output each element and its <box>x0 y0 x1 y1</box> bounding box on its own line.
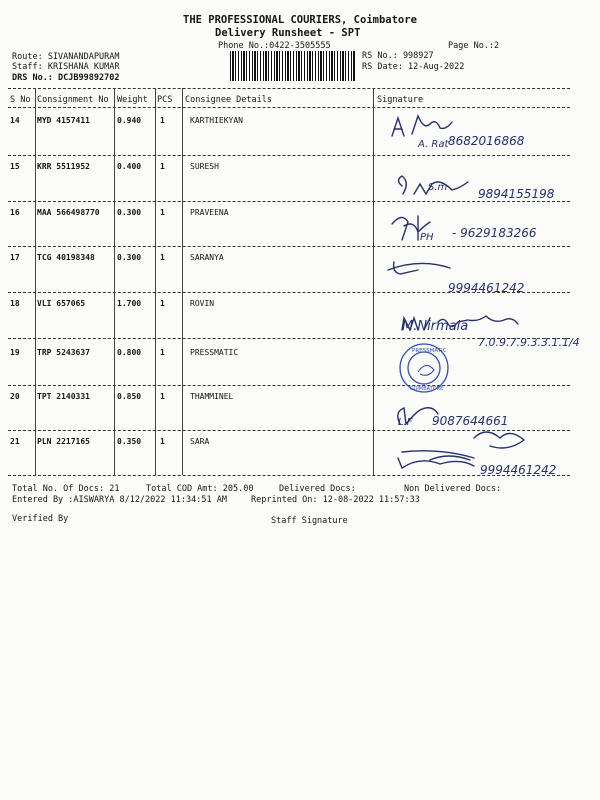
column-header-signature: Signature <box>377 95 424 105</box>
total-cod: Total COD Amt: 205.00 <box>146 484 254 494</box>
stamp-text-top: PRESSMATIC <box>412 348 447 354</box>
row-sno: 21 <box>10 437 20 446</box>
signature-phone: 7.0.9.7.9.3.3.1.1/4 <box>478 336 580 349</box>
row-consignment: KRR 5511952 <box>37 162 90 171</box>
signature-name: M.Nirmala <box>402 319 469 334</box>
signature-name: L.F <box>398 417 413 428</box>
page-number: Page No.:2 <box>448 41 500 51</box>
row-consignment: TPT 2140331 <box>37 392 90 401</box>
total-docs: Total No. Of Docs: 21 <box>12 484 120 494</box>
rs-number: RS No.: 998927 <box>362 51 434 61</box>
row-sno: 14 <box>10 116 20 125</box>
row-weight: 0.400 <box>117 162 142 171</box>
signature-name: PH <box>420 232 434 243</box>
stamp-text-bottom: COIMBATORE <box>410 386 444 392</box>
signature-name: A. Rat <box>418 139 449 150</box>
rs-date: RS Date: 12-Aug-2022 <box>362 62 465 72</box>
row-sno: 20 <box>10 392 20 401</box>
row-pcs: 1 <box>160 299 165 308</box>
staff-signature: Staff Signature <box>271 516 348 526</box>
column-header-consignee: Consignee Details <box>185 95 272 105</box>
row-weight: 0.300 <box>117 253 142 262</box>
drs-number: DRS No.: DCJB99892702 <box>12 73 120 83</box>
row-weight: 0.350 <box>117 437 142 446</box>
row-consignee: PRAVEENA <box>190 208 229 217</box>
row-consignee: ROVIN <box>190 299 215 308</box>
row-consignment: VLI 657065 <box>37 299 86 308</box>
row-sno: 15 <box>10 162 20 171</box>
row-weight: 1.700 <box>117 299 142 308</box>
signature-name: S.m <box>428 182 448 193</box>
column-header-pcs: PCS <box>157 95 173 105</box>
row-consignee: PRESSMATIC <box>190 348 239 357</box>
signature-scribble <box>388 262 450 274</box>
row-pcs: 1 <box>160 162 165 171</box>
row-consignment: MYD 4157411 <box>37 116 90 125</box>
row-consignment: PLN 2217165 <box>37 437 90 446</box>
signature-phone: 9994461242 <box>480 463 557 477</box>
route: Route: SIVANANDAPURAM <box>12 52 120 62</box>
row-consignee: SARANYA <box>190 253 224 262</box>
signature-scribble <box>412 116 452 134</box>
row-pcs: 1 <box>160 208 165 217</box>
delivered-docs: Delivered Docs: <box>279 484 356 494</box>
row-consignee: KARTHIEKYAN <box>190 116 243 125</box>
signature-phone: - 9629183266 <box>452 226 537 240</box>
row-weight: 0.800 <box>117 348 142 357</box>
verified-by: Verified By <box>12 514 69 524</box>
company-name: THE PROFESSIONAL COURIERS, Coimbatore <box>183 14 417 26</box>
signature-scribble <box>392 118 404 136</box>
phone-number: Phone No.:0422-3505555 <box>218 41 331 51</box>
row-weight: 0.940 <box>117 116 142 125</box>
row-pcs: 1 <box>160 348 165 357</box>
signature-phone: 9894155198 <box>478 187 555 201</box>
row-sno: 19 <box>10 348 20 357</box>
signature-phone: 9087644661 <box>432 414 509 428</box>
row-pcs: 1 <box>160 116 165 125</box>
entered-by: Entered By :AISWARYA 8/12/2022 11:34:51 AM <box>12 495 227 505</box>
row-consignment: MAA 566498770 <box>37 208 100 217</box>
reprinted-on: Reprinted On: 12-08-2022 11:57:33 <box>251 495 420 505</box>
row-pcs: 1 <box>160 253 165 262</box>
row-consignee: SARA <box>190 437 210 446</box>
staff: Staff: KRISHANA KUMAR <box>12 62 120 72</box>
row-sno: 18 <box>10 299 20 308</box>
column-header-sno: S No <box>10 95 31 105</box>
row-pcs: 1 <box>160 437 165 446</box>
signature-phone: 8682016868 <box>448 134 525 148</box>
row-consignment: TRP 5243637 <box>37 348 90 357</box>
document-title: Delivery Runsheet - SPT <box>215 27 361 39</box>
row-consignee: THAMMINEL <box>190 392 234 401</box>
row-sno: 17 <box>10 253 20 262</box>
non-delivered-docs: Non Delivered Docs: <box>404 484 502 494</box>
row-pcs: 1 <box>160 392 165 401</box>
row-weight: 0.850 <box>117 392 142 401</box>
row-weight: 0.300 <box>117 208 142 217</box>
column-header-consignment: Consignment No <box>37 95 109 105</box>
row-consignment: TCG 40198348 <box>37 253 95 262</box>
row-sno: 16 <box>10 208 20 217</box>
signature-phone: 9994461242 <box>448 281 525 295</box>
column-header-weight: Weight <box>117 95 148 105</box>
row-consignee: SURESH <box>190 162 219 171</box>
